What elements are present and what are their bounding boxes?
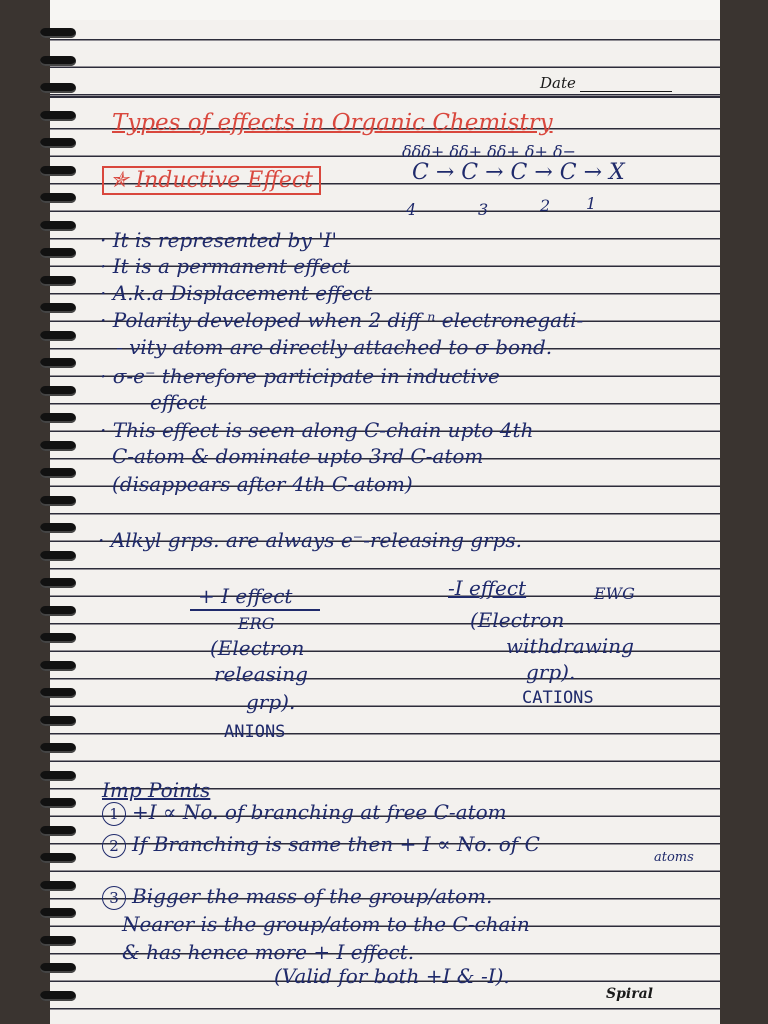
point-sigma-cont: effect — [150, 390, 208, 414]
spiral-ring — [40, 633, 76, 643]
minus-i-type: CATIONS — [522, 688, 594, 708]
point-chain-cont2: (disappears after 4th C-atom) — [112, 472, 413, 496]
point-chain: · This effect is seen along C-chain upto 4th — [100, 418, 534, 442]
spiral-ring — [40, 441, 76, 451]
plus-i-desc: releasing — [214, 662, 308, 686]
spiral-ring — [40, 908, 76, 918]
spiral-ring — [40, 716, 76, 726]
spiral-ring — [40, 551, 76, 561]
point-permanent: · It is a permanent effect — [100, 254, 351, 278]
chain-atoms: C → C → C → C → X — [412, 160, 625, 185]
imp-point-1: 1 +I ∝ No. of branching at free C-atom — [102, 800, 507, 826]
spiral-ring — [40, 28, 76, 38]
spiral-ring — [40, 193, 76, 203]
plus-i-title: + I effect — [198, 584, 293, 608]
section-heading: ✯ Inductive Effect — [102, 168, 321, 193]
spiral-ring — [40, 578, 76, 588]
chain-number: 1 — [586, 194, 597, 213]
plus-i-type: ANIONS — [224, 722, 286, 742]
point-displacement: · A.k.a Displacement effect — [100, 281, 373, 305]
spiral-binding — [40, 20, 80, 1020]
imp-point-2-tail: atoms — [654, 850, 694, 865]
spiral-ring — [40, 111, 76, 121]
minus-i-desc: withdrawing — [506, 634, 634, 658]
page-title: Types of effects in Organic Chemistry — [112, 110, 553, 136]
minus-i-title: -I effect — [448, 576, 527, 600]
spiral-ring — [40, 248, 76, 258]
minus-i-desc: grp). — [526, 660, 576, 684]
date-label: Date — [540, 74, 576, 92]
spiral-ring — [40, 523, 76, 533]
point-sigma: · σ-e⁻ therefore participate in inductive — [100, 364, 500, 388]
spiral-ring — [40, 303, 76, 313]
minus-i-desc: (Electron — [470, 608, 565, 632]
spiral-ring — [40, 221, 76, 231]
spiral-ring — [40, 496, 76, 506]
chain-number: 4 — [406, 200, 417, 219]
spiral-ring — [40, 853, 76, 863]
plus-i-abbr: ERG — [238, 614, 275, 633]
point-polarity: · Polarity developed when 2 diff ⁿ electronegati- — [100, 308, 584, 332]
spiral-ring — [40, 688, 76, 698]
imp-point-3: 3 Bigger the mass of the group/atom. — [102, 884, 492, 910]
imp-point-3-line-3: & has hence more + I effect. — [122, 940, 415, 964]
spiral-ring — [40, 826, 76, 836]
plus-i-desc: grp). — [246, 690, 296, 714]
spiral-ring — [40, 771, 76, 781]
spiral-ring — [40, 606, 76, 616]
imp-title: Imp Points — [102, 778, 211, 802]
spiral-ring — [40, 468, 76, 478]
spiral-ring — [40, 276, 76, 286]
spiral-ring — [40, 963, 76, 973]
spiral-ring — [40, 166, 76, 176]
point-alkyl: · Alkyl grps. are always e⁻-releasing grps. — [98, 528, 523, 552]
star-icon: ✯ — [110, 168, 129, 193]
imp-point-3-line-2: Nearer is the group/atom to the C-chain — [122, 912, 530, 936]
minus-i-abbr: EWG — [594, 584, 635, 603]
spiral-ring — [40, 413, 76, 423]
top-strip — [50, 0, 720, 20]
chain-number: 2 — [540, 196, 551, 215]
spiral-ring — [40, 56, 76, 66]
spiral-ring — [40, 991, 76, 1001]
plus-i-divider — [190, 609, 320, 611]
imp-point-3-line-4: (Valid for both +I & -I). — [274, 964, 510, 988]
header-rule — [50, 96, 720, 98]
point-represented: · It is represented by 'I' — [100, 228, 337, 252]
spiral-ring — [40, 743, 76, 753]
chain-charges: δδδ+ δδ+ δδ+ δ+ δ− — [402, 142, 577, 161]
spiral-ring — [40, 331, 76, 341]
spiral-ring — [40, 83, 76, 93]
spiral-ring — [40, 661, 76, 671]
notebook-page — [50, 0, 720, 1024]
spiral-ring — [40, 358, 76, 368]
spiral-ring — [40, 881, 76, 891]
brand-logo: Spiral — [606, 986, 653, 1002]
point-chain-cont: C-atom & dominate upto 3rd C-atom — [112, 444, 484, 468]
spiral-ring — [40, 138, 76, 148]
chain-number: 3 — [478, 200, 489, 219]
date-line — [580, 91, 672, 92]
plus-i-desc: (Electron — [210, 636, 305, 660]
spiral-ring — [40, 798, 76, 808]
spiral-ring — [40, 386, 76, 396]
spiral-ring — [40, 936, 76, 946]
point-polarity-cont: - vity atom are directly attached to σ-bond. — [116, 335, 553, 359]
imp-point-2: 2 If Branching is same then + I ∝ No. of C — [102, 832, 540, 858]
